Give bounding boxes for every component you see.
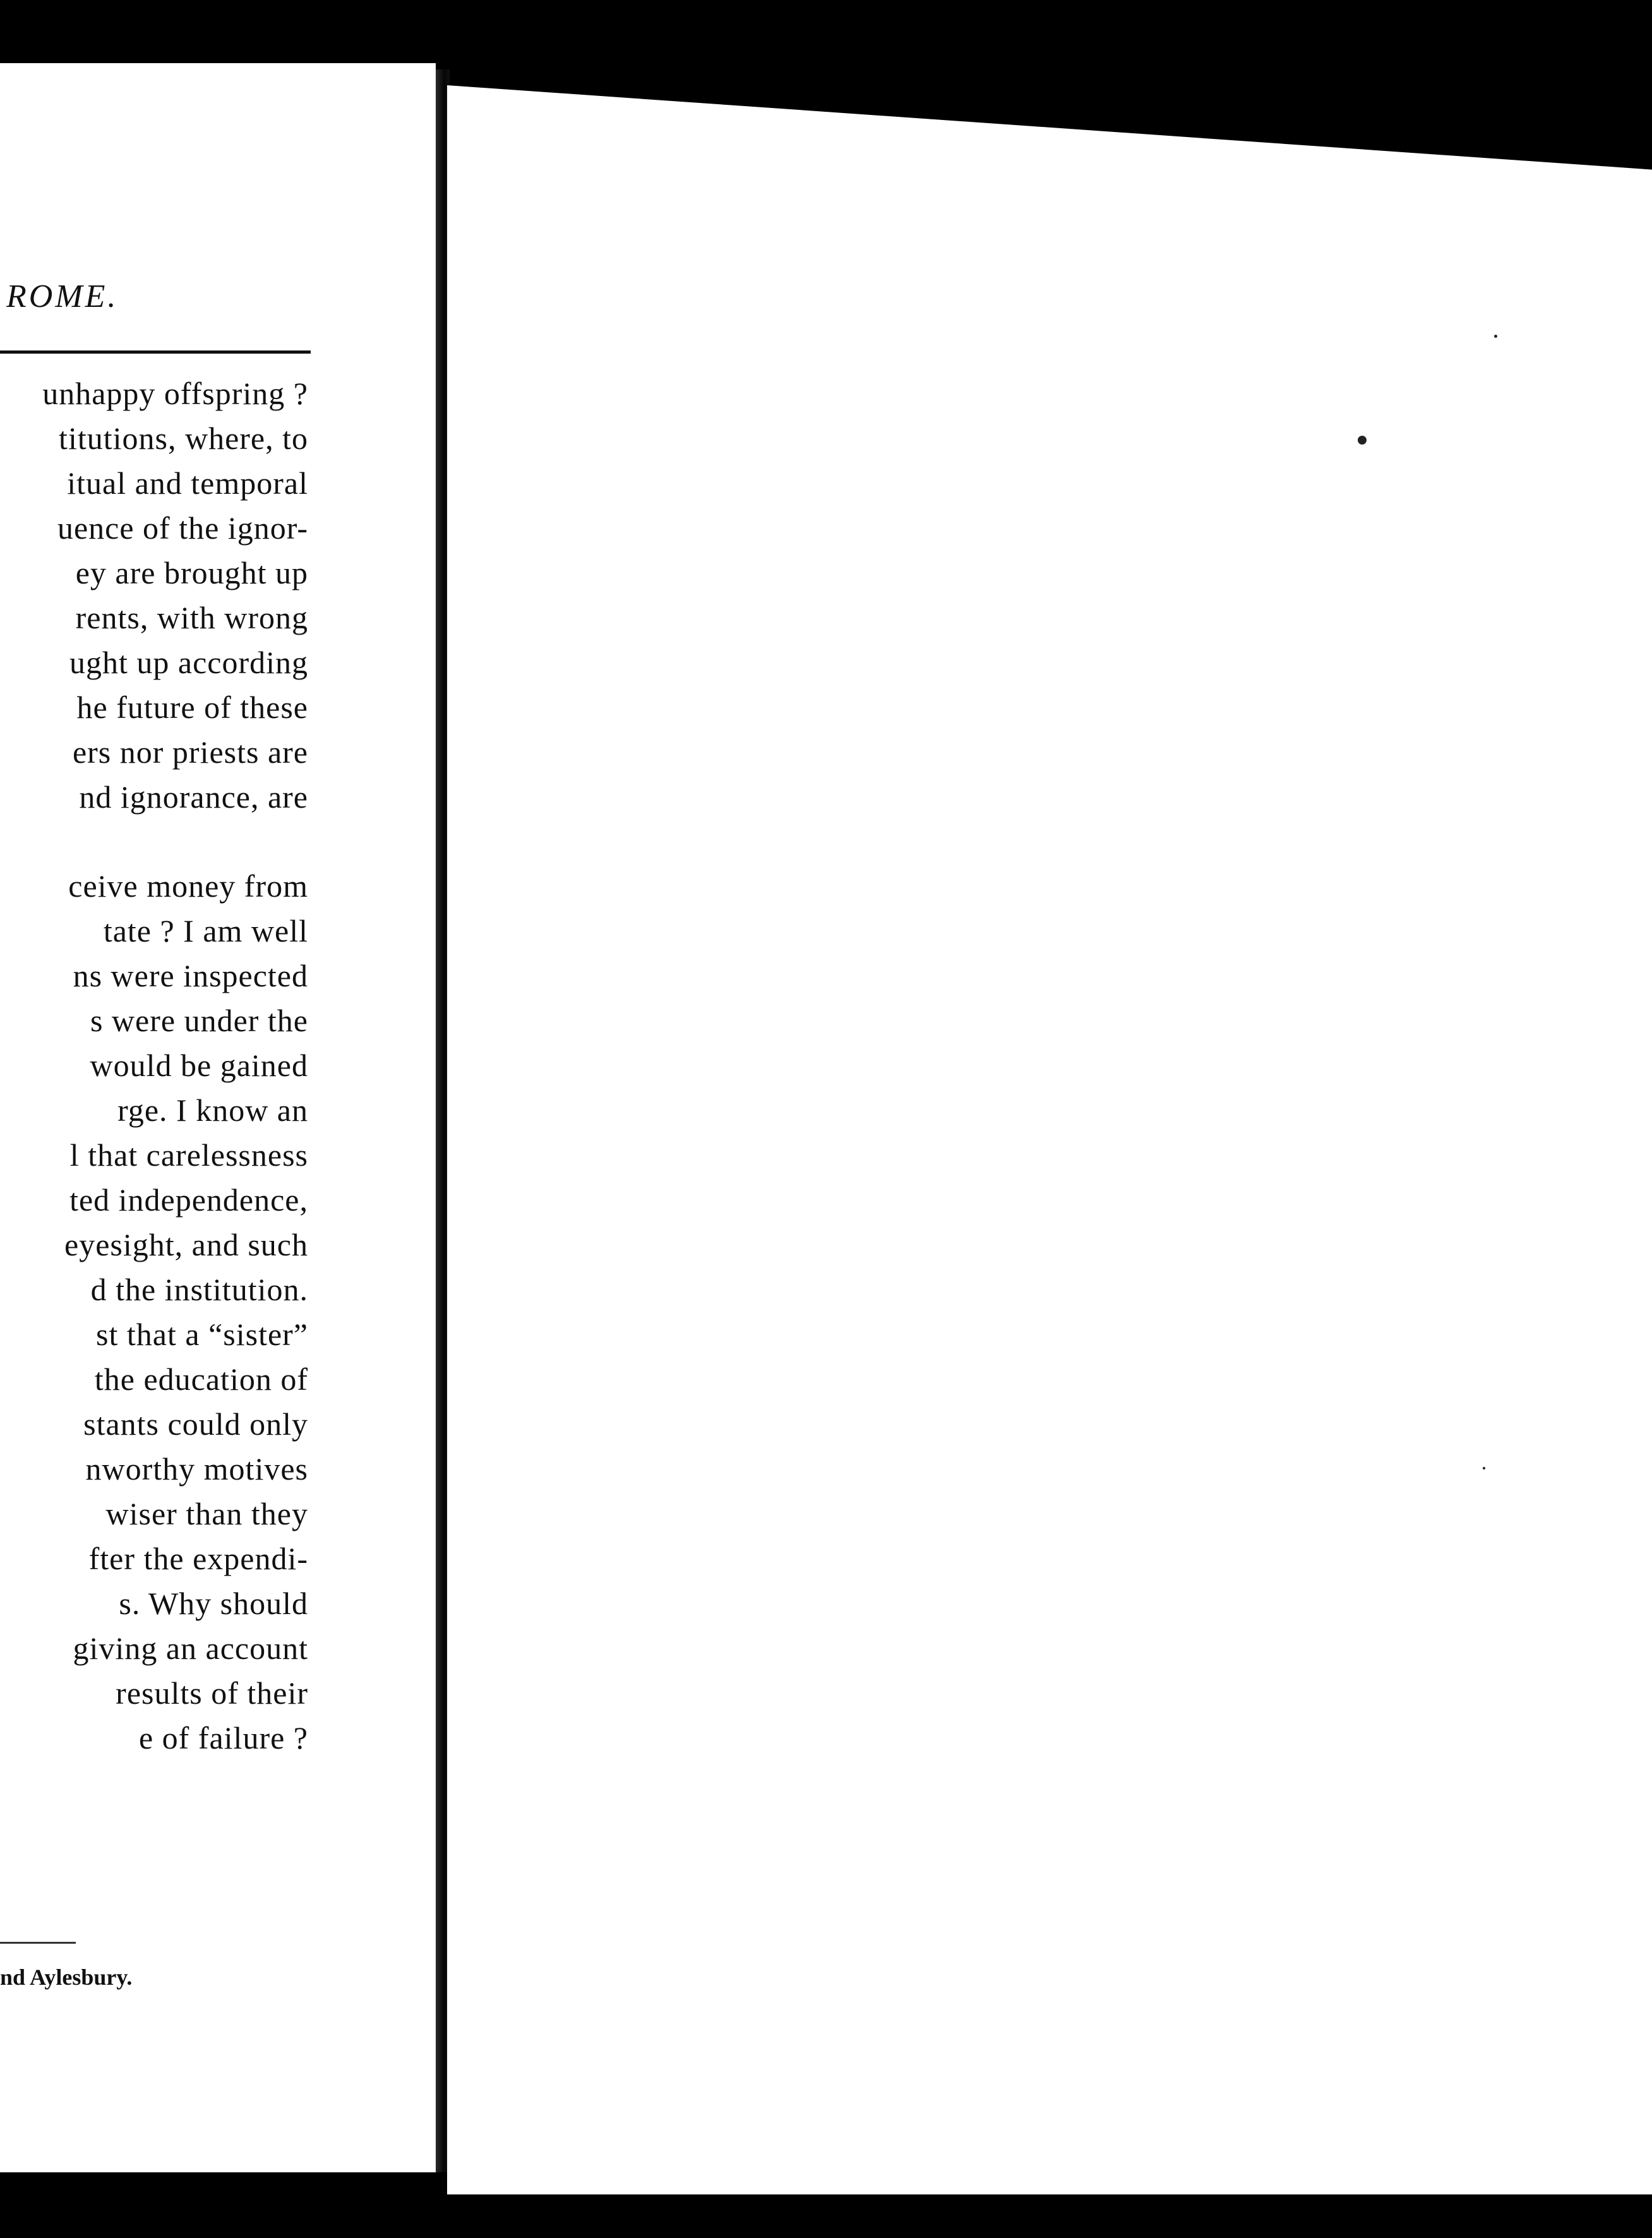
text-line: rge. I know an <box>117 1092 308 1128</box>
text-line: st that a “sister” <box>96 1317 308 1352</box>
text-line: ught up according <box>69 645 308 680</box>
text-line: ey are brought up <box>75 555 308 590</box>
dust-speck <box>1358 436 1367 445</box>
text-line: the education of <box>94 1361 308 1397</box>
text-line: ns were inspected <box>73 958 308 993</box>
text-line: eyesight, and such <box>64 1227 308 1262</box>
text-line: he future of these <box>76 690 308 725</box>
text-line: nd ignorance, are <box>79 779 308 815</box>
text-line: d the institution. <box>90 1272 308 1307</box>
text-line: results of their <box>116 1675 308 1711</box>
text-line: giving an account <box>73 1631 308 1666</box>
paragraph-gap <box>0 820 308 864</box>
text-line: itual and temporal <box>67 465 308 501</box>
text-line: ers nor priests are <box>72 734 308 770</box>
text-line: rents, with wrong <box>75 600 308 635</box>
text-line: wiser than they <box>105 1496 308 1531</box>
text-line: s were under the <box>90 1003 308 1038</box>
right-page-blank <box>447 85 1652 2194</box>
dust-speck <box>1494 335 1497 338</box>
text-line: would be gained <box>90 1048 308 1083</box>
text-line: ted independence, <box>69 1182 308 1218</box>
text-line: nworthy motives <box>85 1451 308 1487</box>
body-text <box>0 371 308 1761</box>
header-rule <box>0 350 311 354</box>
printer-imprint: nd Aylesbury. <box>0 1965 133 1990</box>
text-line: e of failure ? <box>138 1720 308 1756</box>
text-line: s. Why should <box>119 1586 308 1621</box>
left-page <box>0 63 436 2172</box>
text-line: uence of the ignor- <box>57 510 308 546</box>
dust-speck <box>1483 1467 1485 1469</box>
text-line: ceive money from <box>68 868 308 904</box>
text-line: stants could only <box>83 1406 308 1442</box>
text-line: titutions, where, to <box>59 421 308 456</box>
text-line: tate ? I am well <box>103 913 308 948</box>
running-head: ROME. <box>6 278 119 314</box>
text-line: fter the expendi- <box>88 1541 308 1576</box>
imprint-rule <box>0 1942 76 1944</box>
text-line: unhappy offspring ? <box>42 376 308 411</box>
text-line: l that carelessness <box>69 1137 308 1173</box>
